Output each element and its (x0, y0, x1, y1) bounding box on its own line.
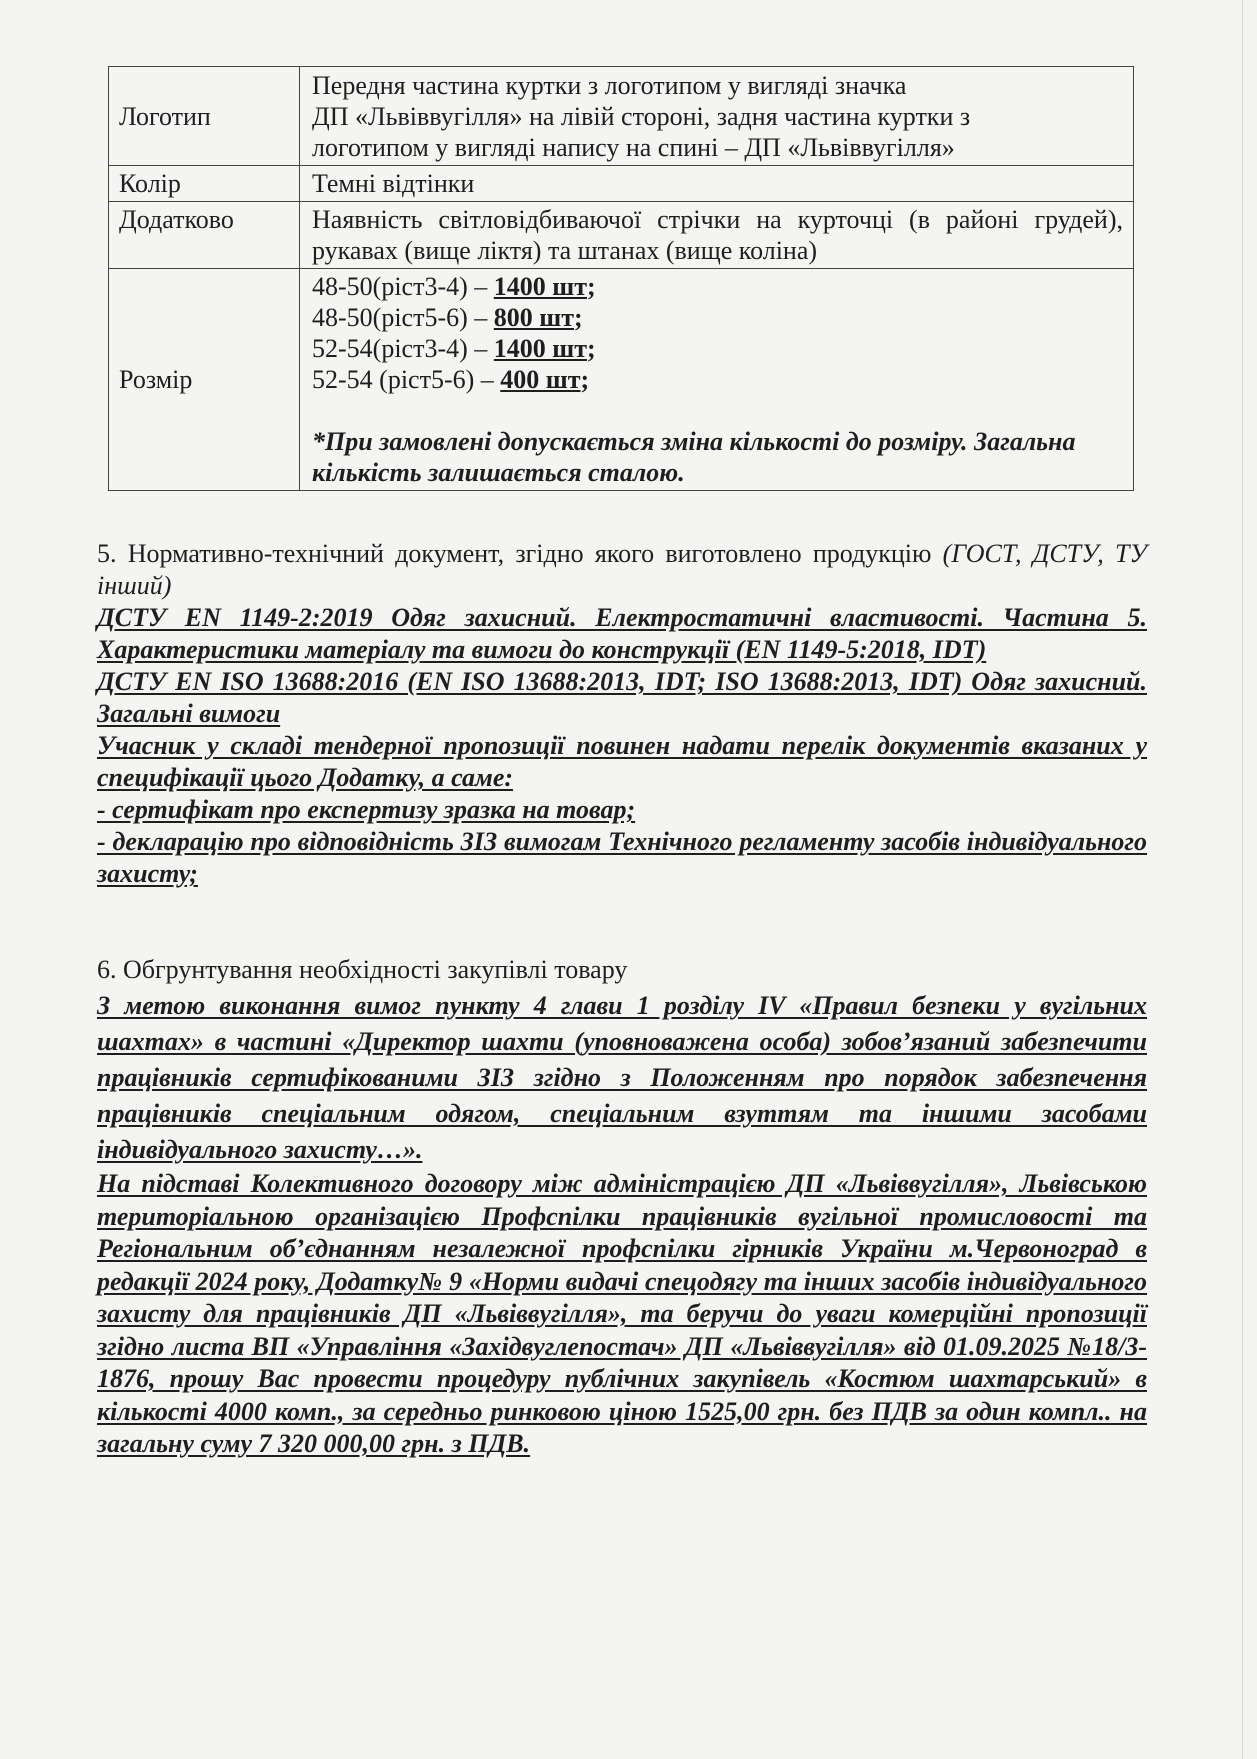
size-note: *При замовлені допускається зміна кількості до розміру. Загальна кількість залишається сталою. (312, 427, 1076, 487)
table-row-additional (109, 202, 1134, 269)
size-quantity: 400 шт (500, 365, 581, 394)
logo-line-3: логотипом у вигляді напису на спині – ДП «Львіввугілля» (312, 132, 955, 162)
size-line: 52-54(ріст3-4) – 1400 шт; (312, 334, 596, 363)
requirement-item-2: - декларацію про відповідність ЗІЗ вимогам Технічного регламенту засобів індивідуального захисту; (97, 827, 1147, 888)
section-6 (97, 952, 1147, 1461)
table-row-color (109, 166, 1134, 202)
row-key-size: Розмір (109, 269, 300, 491)
standard-2: ДСТУ EN ISO 13688:2016 (EN ISO 13688:2013, IDT; ISO 13688:2013, IDT) Одяг захисний. Загальні вимоги (97, 667, 1147, 728)
size-line: 48-50(ріст5-6) – 800 шт; (312, 303, 583, 332)
row-key-color: Колір (109, 166, 300, 202)
section-5-heading (97, 538, 1147, 602)
row-value-additional: Наявність світловідбиваючої стрічки на курточці (в районі грудей), рукавах (вище ліктя) та штанах (вище коліна) (300, 202, 1134, 269)
section-5-heading-text: 5. Нормативно-технічний документ, згідно якого виготовлено продукцію (97, 539, 943, 568)
row-value-size (300, 269, 1134, 491)
logo-line-2: ДП «Львіввугілля» на лівій стороні, задня частина куртки з (312, 101, 971, 131)
requirement-item-1: - сертифікат про експертизу зразка на товар; (97, 795, 636, 824)
size-label: 52-54 (ріст5-6) – (312, 365, 501, 394)
section-5-heading-hint: (ГОСТ, ДСТУ, ТУ інший) (97, 539, 1147, 600)
table-row-logo (109, 67, 1134, 166)
size-quantity: 1400 шт (493, 272, 587, 301)
section-6-heading: 6. Обгрунтування необхідності закупівлі товару (97, 955, 628, 984)
justification-paragraph-2: На підставі Колективного договору між адміністрацією ДП «Львіввугілля», Львівською територіальною організацією Профспілки працівників вугільної промисловості та Регіональним об’єднанням незалежної профспілки гірників України м.Червоноград в редакції 2024 року, Додатку№ 9 «Норми видачі спецодягу та інших засобів індивідуального захисту для працівників ДП «Львіввугілля», та беручи до уваги комерційні пропозиції згідно листа ВП «Управління «Західвуглепостач» ДП «Львіввугілля» від 01.09.2025 №18/3-1876, прошу Вас провести процедуру публічних закупівель «Костюм шахтарський» в кількості 4000 комп., за середньо ринковою ціною 1525,00 грн. без ПДВ за один компл.. на загальну суму 7 320 000,00 грн. з ПДВ. (97, 1169, 1147, 1458)
standard-1: ДСТУ EN 1149-2:2019 Одяг захисний. Електростатичні властивості. Частина 5. Характеристики матеріалу та вимоги до конструкції (EN 1149-5:2018, IDT) (97, 603, 1147, 664)
size-label: 52-54(ріст3-4) – (312, 334, 494, 363)
size-label: 48-50(ріст3-4) – (312, 272, 494, 301)
page-edge (1242, 0, 1243, 1759)
row-value-color: Темні відтінки (300, 166, 1134, 202)
specification-table (108, 66, 1134, 491)
size-line: 48-50(ріст3-4) – 1400 шт; (312, 272, 596, 301)
justification-paragraph-1: З метою виконання вимог пункту 4 глави 1 розділу IV «Правил безпеки у вугільних шахтах» в частині «Директор шахти (уповноважена особа) зобов’язаний забезпечити працівників сертифікованими ЗІЗ згідно з Положенням про порядок забезпечення працівників спеціальним одягом, спеціальним взуттям та іншими засобами індивідуального захисту…». (97, 991, 1147, 1164)
row-key-additional: Додатково (109, 202, 300, 269)
logo-line-1: Передня частина куртки з логотипом у вигляді значка (312, 70, 907, 100)
size-quantity: 1400 шт (493, 334, 587, 363)
section-5 (97, 538, 1147, 890)
tender-requirement: Учасник у складі тендерної пропозиції повинен надати перелік документів вказаних у специфікації цього Додатку, а саме: (97, 731, 1147, 792)
size-label: 48-50(ріст5-6) – (312, 303, 494, 332)
size-quantity: 800 шт (493, 303, 574, 332)
table-row-size (109, 269, 1134, 491)
size-line: 52-54 (ріст5-6) – 400 шт; (312, 365, 590, 394)
row-value-logo (300, 67, 1134, 166)
row-key-logo: Логотип (109, 67, 300, 166)
